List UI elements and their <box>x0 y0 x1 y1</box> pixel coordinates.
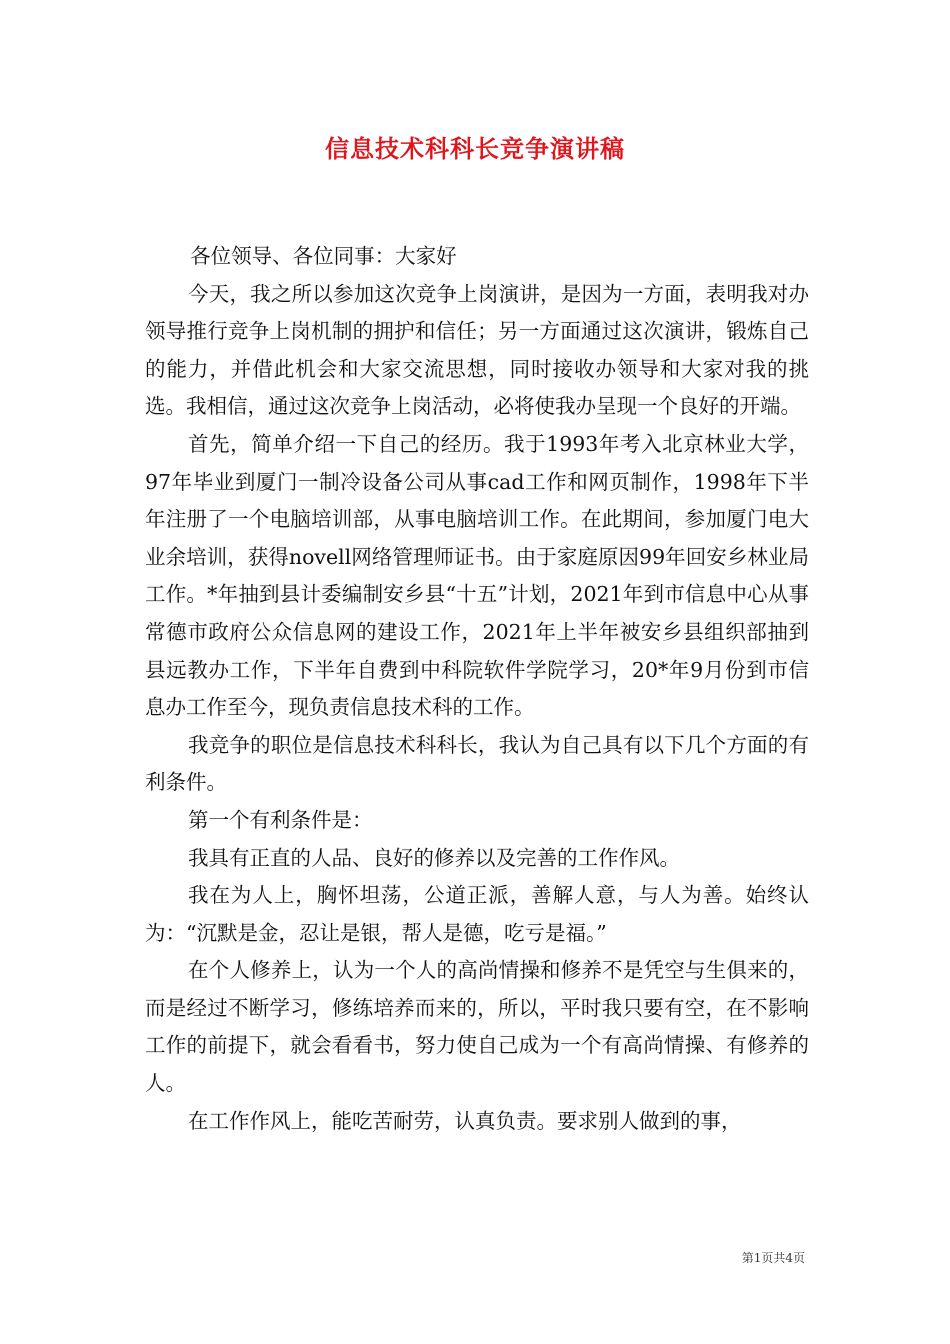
body-paragraph: 我在为人上，胸怀坦荡，公道正派，善解人意，与人为善。始终认为：“沉默是金，忍让是银，帮人是德，吃亏是福。” <box>145 883 809 945</box>
body-paragraph: 第一个有利条件是： <box>188 807 373 832</box>
body-paragraph: 今天，我之所以参加这次竞争上岗演讲，是因为一方面，表明我对办领导推行竞争上岗机制的拥护和信任；另一方面通过这次演讲，锻炼自己的能力，并借此机会和大家交流思想，同时接收办领导和大家对我的挑选。我相信，通过这次竞争上岗活动，必将使我办呈现一个良好的开端。 <box>145 281 809 419</box>
document-body <box>145 238 809 1140</box>
body-paragraph: 我具有正直的人品、良好的修养以及完善的工作作风。 <box>188 845 681 870</box>
document-title: 信息技术科科长竞争演讲稿 <box>325 134 625 163</box>
body-paragraph: 首先，简单介绍一下自己的经历。我于1993年考入北京林业大学，97年毕业到厦门一制冷设备公司从事cad工作和网页制作，1998年下半年注册了一个电脑培训部，从事电脑培训工作。在此期间，参加厦门电大业余培训，获得novell网络管理师证书。由于家庭原因99年回安乡林业局工作。*年抽到县计委编制安乡县“十五”计划，2021年到市信息中心从事常德市政府公众信息网的建设工作，2021年上半年被安乡县组织部抽到县远教办工作，下半年自费到中科院软件学院学习，20*年9月份到市信息办工作至今，现负责信息技术科的工作。 <box>145 431 809 720</box>
page-number: 第1页共4页 <box>741 1251 805 1265</box>
body-paragraph: 在工作作风上，能吃苦耐劳，认真负责。要求别人做到的事， <box>188 1108 742 1133</box>
body-paragraph: 在个人修养上，认为一个人的高尚情操和修养不是凭空与生俱来的，而是经过不断学习，修练培养而来的，所以，平时我只要有空，在不影响工作的前提下，就会看看书，努力使自己成为一个有高尚情操、有修养的人。 <box>145 958 809 1096</box>
salutation-paragraph: 各位领导、各位同事：大家好 <box>190 244 457 268</box>
body-paragraph: 我竞争的职位是信息技术科科长，我认为自己具有以下几个方面的有利条件。 <box>145 732 809 795</box>
